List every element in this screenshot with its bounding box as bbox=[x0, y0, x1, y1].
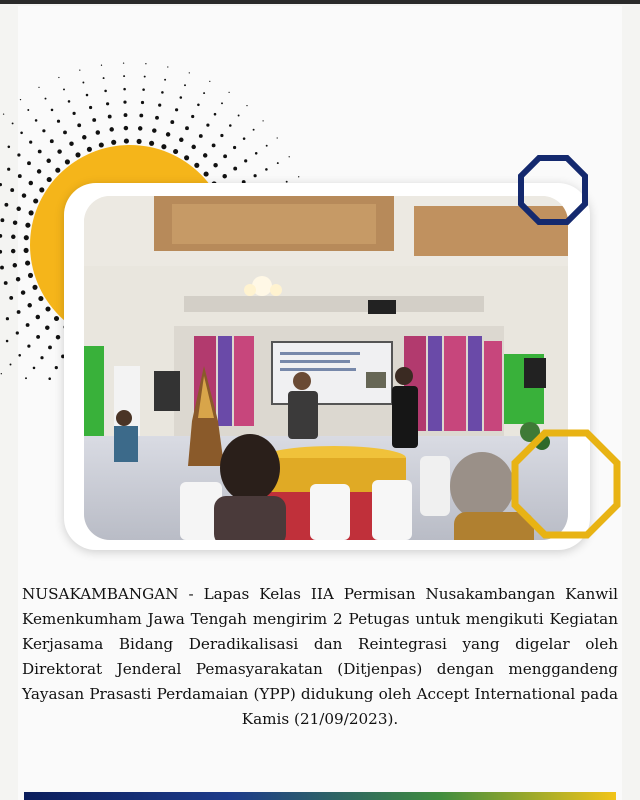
halftone-dot bbox=[221, 102, 223, 104]
halftone-dot bbox=[55, 366, 58, 369]
halftone-dot bbox=[262, 120, 263, 121]
halftone-dot bbox=[17, 310, 21, 314]
halftone-dot bbox=[123, 62, 124, 63]
halftone-dot bbox=[37, 169, 41, 173]
halftone-dot bbox=[184, 84, 186, 86]
halftone-dot bbox=[38, 296, 43, 301]
halftone-dot bbox=[220, 134, 223, 137]
halftone-dot bbox=[86, 94, 89, 97]
halftone-dot bbox=[289, 156, 290, 157]
halftone-dot bbox=[0, 234, 2, 238]
gold-octagon-outline bbox=[510, 428, 622, 540]
halftone-dot bbox=[33, 367, 36, 370]
halftone-dot bbox=[108, 115, 112, 119]
halftone-dot bbox=[20, 132, 23, 135]
halftone-dot bbox=[229, 124, 232, 127]
halftone-dot bbox=[158, 104, 161, 107]
halftone-dot bbox=[212, 143, 216, 147]
halftone-dot bbox=[243, 137, 246, 140]
halftone-dot bbox=[29, 210, 34, 215]
halftone-dot bbox=[8, 146, 11, 149]
halftone-dot bbox=[69, 141, 73, 145]
halftone-dot bbox=[16, 331, 19, 334]
halftone-dot bbox=[16, 207, 20, 211]
halftone-dot bbox=[55, 168, 60, 173]
halftone-dot bbox=[65, 159, 70, 164]
halftone-dot bbox=[22, 193, 26, 197]
halftone-dot bbox=[101, 65, 102, 66]
halftone-dot bbox=[204, 172, 209, 177]
halftone-dot bbox=[155, 116, 159, 120]
halftone-dot bbox=[164, 79, 166, 81]
halftone-dot bbox=[253, 129, 255, 131]
halftone-dot bbox=[38, 87, 39, 88]
halftone-dot bbox=[199, 134, 203, 138]
halftone-dot bbox=[3, 113, 4, 114]
top-edge-bar bbox=[0, 0, 640, 4]
halftone-dot bbox=[57, 149, 61, 153]
halftone-dot bbox=[45, 306, 50, 311]
halftone-dot bbox=[123, 88, 126, 91]
halftone-dot bbox=[170, 120, 174, 124]
halftone-dot bbox=[139, 114, 143, 118]
halftone-dot bbox=[11, 235, 15, 239]
halftone-dot bbox=[11, 249, 15, 253]
halftone-dot bbox=[191, 145, 195, 149]
halftone-dot bbox=[144, 76, 146, 78]
halftone-dot bbox=[166, 132, 170, 136]
halftone-dot bbox=[58, 77, 59, 78]
halftone-dot bbox=[255, 152, 258, 155]
halftone-dot bbox=[203, 153, 207, 157]
halftone-dot bbox=[63, 130, 67, 134]
halftone-dot bbox=[254, 174, 257, 177]
halftone-dot bbox=[124, 126, 128, 130]
halftone-dot bbox=[32, 285, 37, 290]
halftone-dot bbox=[42, 129, 45, 132]
halftone-dot bbox=[152, 128, 156, 132]
halftone-dot bbox=[1, 373, 2, 374]
halftone-dot bbox=[33, 198, 38, 203]
halftone-dot bbox=[238, 115, 240, 117]
halftone-dot bbox=[40, 356, 43, 359]
halftone-dot bbox=[194, 163, 199, 168]
halftone-dot bbox=[277, 137, 278, 138]
halftone-dot bbox=[7, 168, 10, 171]
halftone-dot bbox=[50, 139, 54, 143]
halftone-dot bbox=[124, 139, 129, 144]
halftone-dot bbox=[9, 296, 13, 300]
halftone-dot bbox=[244, 159, 247, 162]
bottom-gradient-bar bbox=[24, 792, 616, 800]
halftone-dot bbox=[18, 174, 22, 178]
halftone-dot bbox=[29, 181, 33, 185]
halftone-dot bbox=[27, 345, 30, 348]
halftone-dot bbox=[161, 91, 164, 94]
halftone-dot bbox=[185, 126, 189, 130]
halftone-dot bbox=[77, 123, 81, 127]
halftone-dot bbox=[13, 263, 17, 267]
halftone-dot bbox=[111, 140, 116, 145]
halftone-dot bbox=[180, 96, 183, 99]
halftone-dot bbox=[233, 146, 236, 149]
halftone-dot bbox=[222, 174, 226, 178]
halftone-dot bbox=[246, 105, 247, 106]
halftone-dot bbox=[137, 139, 142, 144]
halftone-dot bbox=[203, 92, 205, 94]
halftone-dot bbox=[6, 340, 9, 343]
halftone-dot bbox=[47, 177, 52, 182]
halftone-dot bbox=[36, 315, 40, 319]
halftone-dot bbox=[197, 104, 200, 107]
halftone-dot bbox=[96, 130, 100, 134]
halftone-dot bbox=[45, 325, 49, 329]
halftone-dot bbox=[79, 69, 80, 70]
halftone-dot bbox=[209, 81, 210, 82]
halftone-dot bbox=[25, 377, 27, 379]
halftone-dot bbox=[48, 377, 51, 380]
navy-octagon-outline bbox=[517, 154, 589, 226]
halftone-dot bbox=[29, 141, 32, 144]
halftone-dot bbox=[54, 316, 59, 321]
halftone-dot bbox=[266, 145, 268, 147]
halftone-dot bbox=[0, 250, 2, 254]
halftone-dot bbox=[206, 124, 209, 127]
halftone-dot bbox=[0, 183, 2, 186]
halftone-dot bbox=[17, 153, 20, 156]
halftone-dot bbox=[27, 303, 31, 307]
halftone-dot bbox=[46, 159, 50, 163]
halftone-dot bbox=[38, 150, 42, 154]
halftone-dot bbox=[57, 120, 60, 123]
halftone-dot bbox=[175, 108, 178, 111]
halftone-dot bbox=[92, 118, 96, 122]
halftone-dot bbox=[12, 122, 14, 124]
halftone-dot bbox=[6, 317, 9, 320]
halftone-dot bbox=[124, 113, 128, 117]
halftone-dot bbox=[20, 99, 21, 100]
halftone-dot bbox=[298, 176, 299, 177]
halftone-dot bbox=[106, 102, 109, 105]
halftone-dot bbox=[123, 75, 125, 77]
halftone-dot bbox=[63, 88, 65, 90]
halftone-dot bbox=[87, 147, 92, 152]
halftone-dot bbox=[25, 223, 30, 228]
halftone-dot bbox=[26, 323, 30, 327]
halftone-dot bbox=[223, 154, 227, 158]
halftone-dot bbox=[142, 88, 145, 91]
halftone-dot bbox=[0, 218, 4, 222]
halftone-dot bbox=[39, 187, 44, 192]
halftone-dot bbox=[13, 220, 17, 224]
halftone-dot bbox=[189, 72, 190, 73]
halftone-dot bbox=[167, 66, 168, 67]
halftone-dot bbox=[4, 203, 8, 207]
halftone-dot bbox=[109, 127, 113, 131]
halftone-dot bbox=[104, 90, 107, 93]
halftone-dot bbox=[173, 149, 178, 154]
halftone-dot bbox=[191, 115, 194, 118]
halftone-dot bbox=[24, 248, 29, 253]
halftone-dot bbox=[265, 168, 268, 171]
halftone-dot bbox=[233, 167, 237, 171]
halftone-dot bbox=[18, 354, 21, 357]
halftone-dot bbox=[82, 82, 84, 84]
halftone-dot bbox=[179, 138, 183, 142]
halftone-dot bbox=[36, 335, 40, 339]
halftone-dot bbox=[25, 261, 30, 266]
halftone-dot bbox=[138, 126, 142, 130]
halftone-dot bbox=[48, 345, 52, 349]
halftone-dot bbox=[75, 152, 80, 157]
halftone-dot bbox=[228, 92, 229, 93]
halftone-dot bbox=[24, 235, 29, 240]
halftone-dot bbox=[161, 144, 166, 149]
halftone-dot bbox=[27, 109, 29, 111]
halftone-dot bbox=[73, 112, 76, 115]
halftone-dot bbox=[21, 290, 25, 294]
halftone-dot bbox=[27, 161, 31, 165]
halftone-dot bbox=[89, 106, 92, 109]
halftone-dot bbox=[82, 135, 86, 139]
halftone-dot bbox=[10, 188, 14, 192]
halftone-dot bbox=[184, 155, 189, 160]
halftone-dot bbox=[123, 101, 126, 104]
halftone-dot bbox=[103, 77, 105, 79]
halftone-dot bbox=[68, 100, 71, 103]
halftone-dot bbox=[145, 63, 146, 64]
halftone-dot bbox=[0, 266, 4, 270]
halftone-dot bbox=[16, 277, 20, 281]
halftone-dot bbox=[10, 364, 12, 366]
event-photo bbox=[84, 196, 568, 540]
halftone-dot bbox=[4, 281, 8, 285]
halftone-dot bbox=[149, 141, 154, 146]
halftone-dot bbox=[28, 273, 33, 278]
halftone-dot bbox=[277, 162, 279, 164]
halftone-dot bbox=[45, 98, 47, 100]
halftone-dot bbox=[56, 335, 60, 339]
halftone-dot bbox=[214, 113, 217, 116]
news-caption: NUSAKAMBANGAN - Lapas Kelas IIA Permisan Nusakambangan Kanwil Kemenkumham Jawa Tengah mengirim 2 Petugas untuk mengikuti Kegiatan Kerjasama Bidang Deradikalisasi dan Reintegrasi yang digelar oleh Direktorat Jenderal Pemasyarakatan (Ditjenpas) dengan menggandeng Yayasan Prasasti Perdamaian (YPP) didukung oleh Accept International pada Kamis (21/09/2023). bbox=[22, 585, 618, 728]
halftone-dot bbox=[35, 119, 38, 122]
halftone-dot bbox=[99, 142, 104, 147]
halftone-dot bbox=[141, 101, 144, 104]
halftone-dot bbox=[213, 163, 217, 167]
halftone-dot bbox=[51, 109, 54, 112]
